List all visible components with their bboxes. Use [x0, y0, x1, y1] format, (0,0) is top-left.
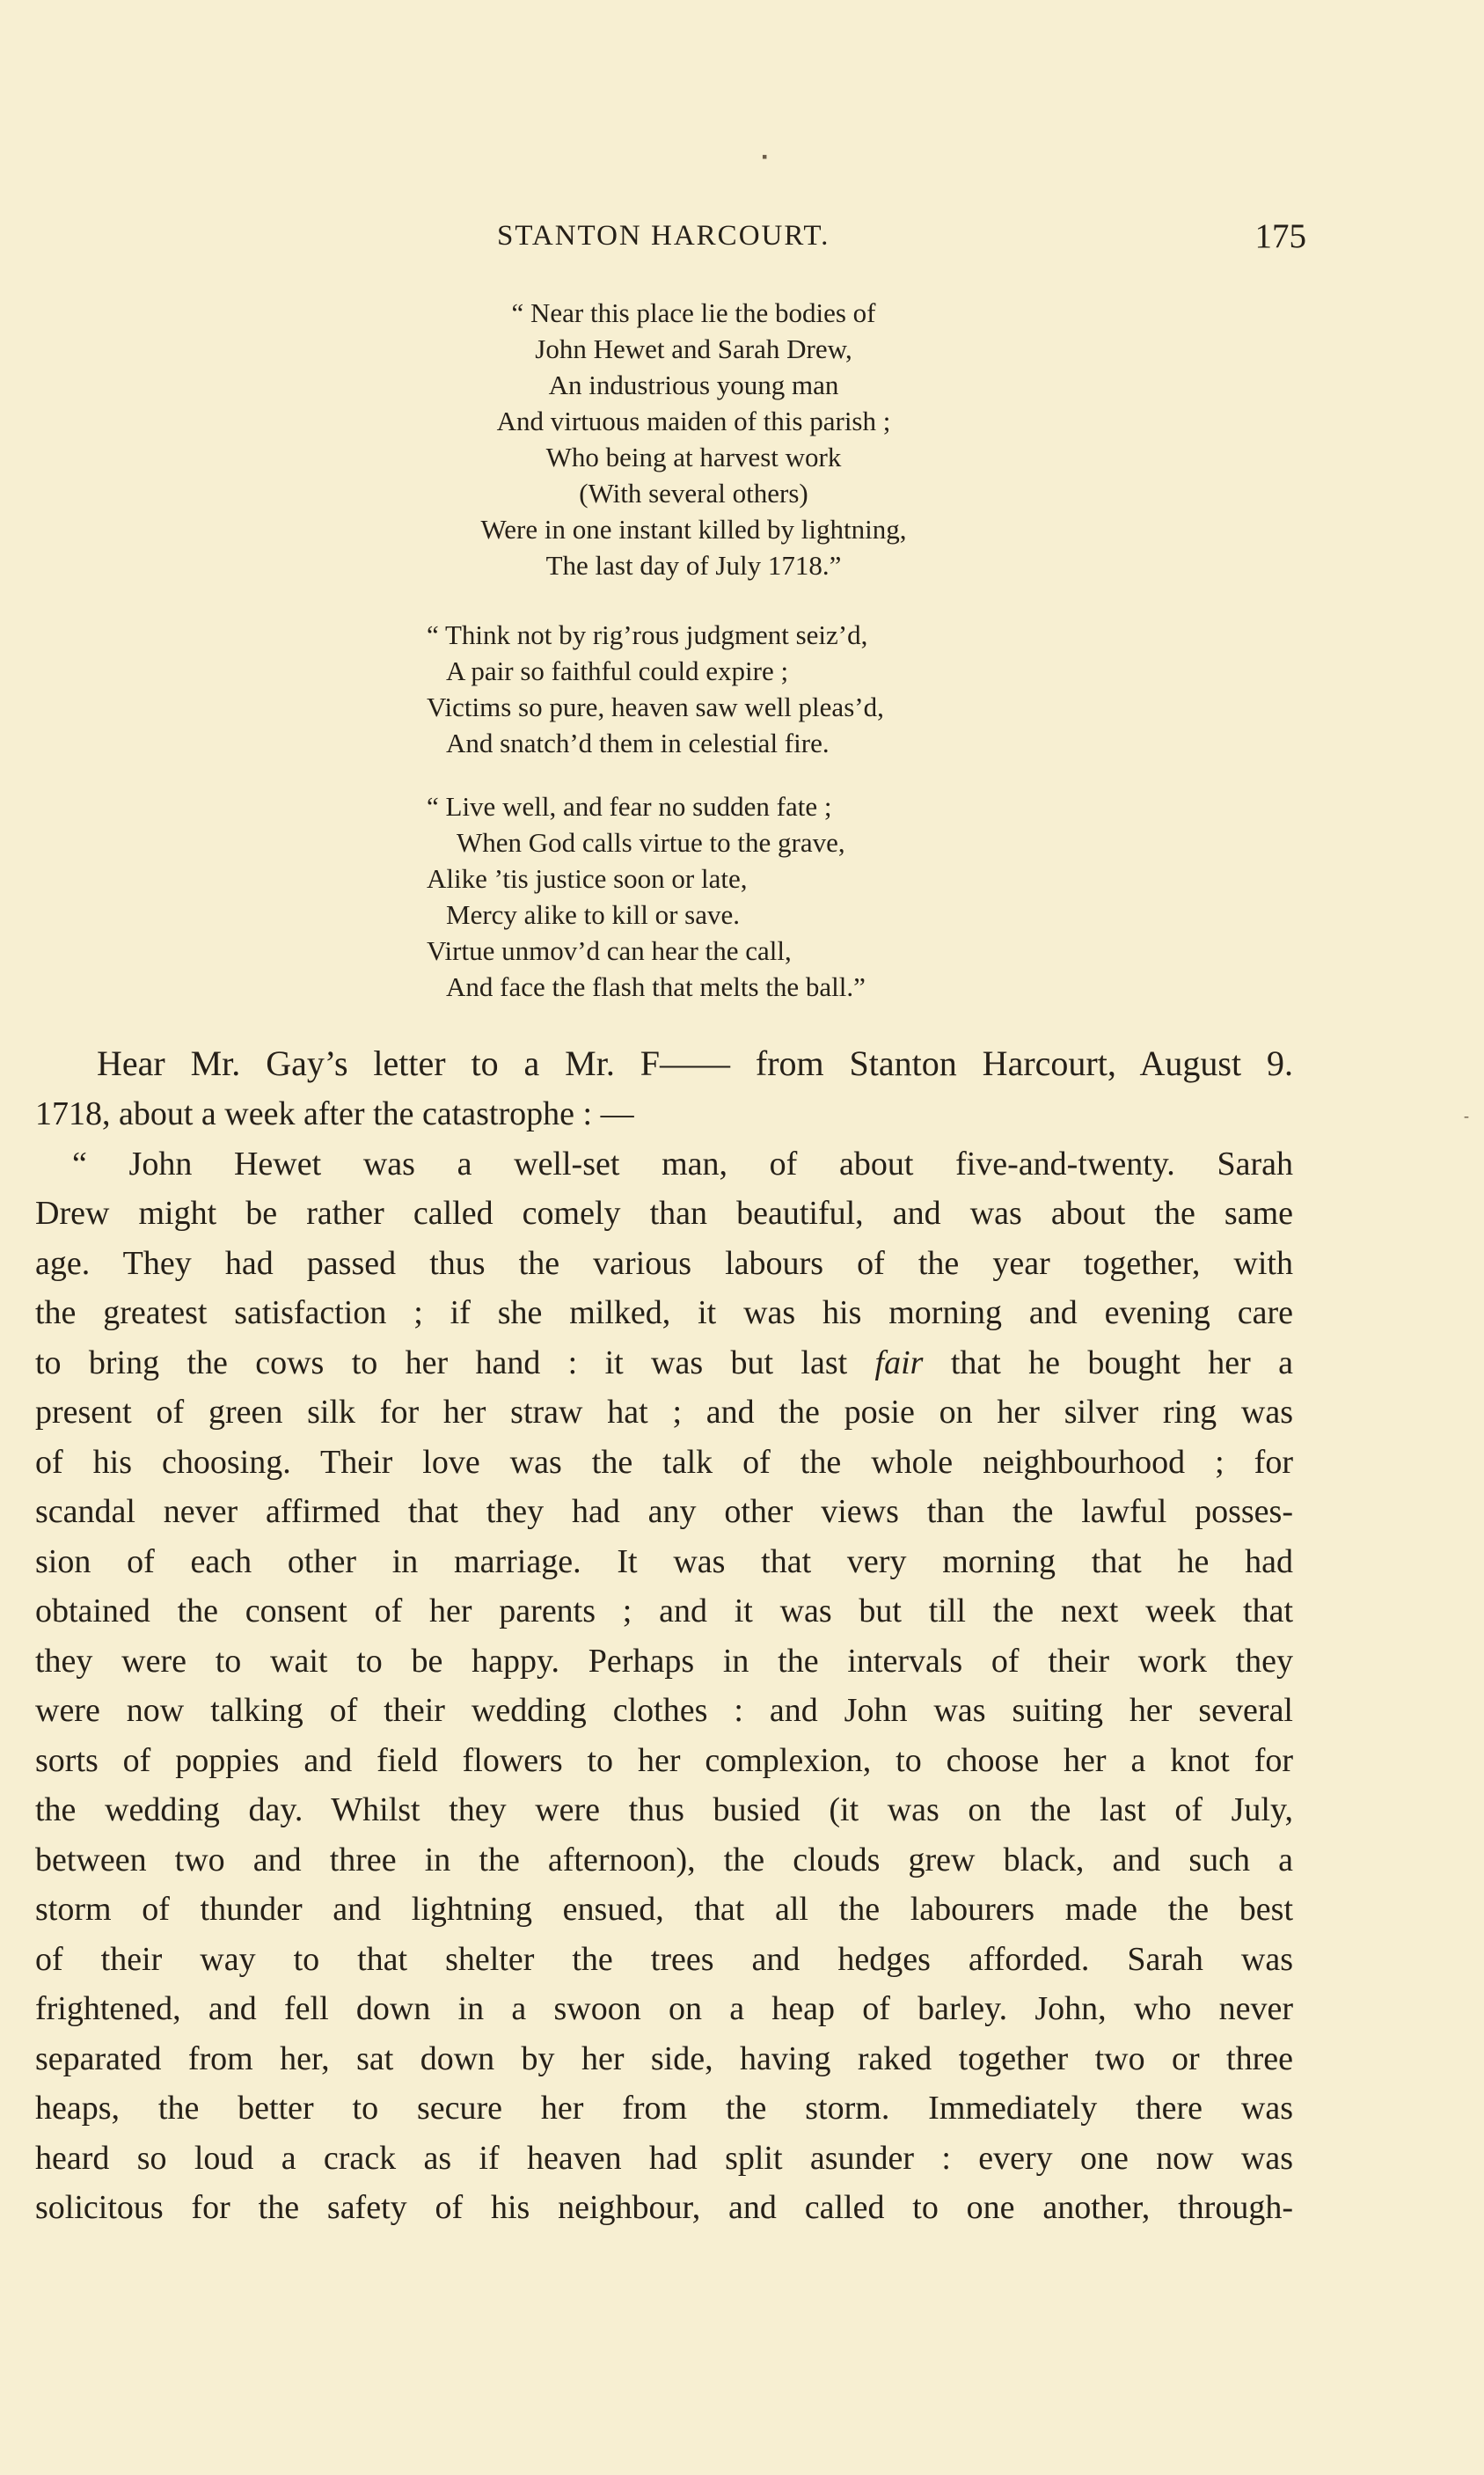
body-line: the wedding day. Whilst they were thus busied (it was on the last of July,	[35, 1791, 1293, 1828]
epitaph-line: John Hewet and Sarah Drew,	[535, 333, 852, 364]
verse-line: A pair so faithful could expire ;	[446, 655, 789, 686]
page-header	[497, 217, 1306, 264]
body-line: between two and three in the afternoon), the clouds grew black, and such a	[35, 1841, 1293, 1878]
epitaph-line: (With several others)	[579, 478, 808, 509]
body-line: the greatest satisfaction ; if she milked, it was his morning and evening care	[35, 1294, 1293, 1331]
verse-stanza-1	[427, 617, 884, 761]
body-line: sion of each other in marriage. It was that very morning that he had	[35, 1542, 1293, 1580]
body-line-with-italic	[35, 1338, 1293, 1388]
body-line: obtained the consent of her parents ; and it was but till the next week that	[35, 1593, 1293, 1629]
verse-line: “ Think not by rig’rous judgment seiz’d,	[427, 619, 868, 650]
body-line: age. They had passed thus the various labours of the year together, with	[35, 1244, 1293, 1282]
body-line: storm of thunder and lightning ensued, that all the labourers made the best	[35, 1891, 1293, 1928]
epitaph-line: Who being at harvest work	[545, 442, 842, 472]
body-line: heaps, the better to secure her from the storm. Immediately there was	[35, 2090, 1293, 2127]
body-line: Drew might be rather called comely than beautiful, and was about the same	[35, 1195, 1293, 1232]
body-line: solicitous for the safety of his neighbour, and called to one another, through-	[35, 2189, 1293, 2226]
verse-stanza-2	[427, 788, 866, 1005]
italic-word: fair	[874, 1344, 924, 1381]
epitaph-line: The last day of July 1718.”	[545, 550, 842, 581]
body-line: of his choosing. Their love was the talk of the whole neighbourhood ; for	[35, 1443, 1293, 1481]
body-line: scandal never affirmed that they had any other views than the lawful posses-	[35, 1493, 1293, 1530]
body-line: were now talking of their wedding clothes : and John was suiting her several	[35, 1692, 1293, 1729]
epitaph-line: And virtuous maiden of this parish ;	[496, 406, 891, 436]
page-number: 175	[1254, 217, 1306, 255]
body-line: heard so loud a crack as if heaven had split asunder : every one now was	[35, 2139, 1293, 2177]
body-line: they were to wait to be happy. Perhaps in the intervals of their work they	[35, 1642, 1293, 1680]
verse-line: And snatch’d them in celestial fire.	[446, 728, 830, 758]
body-line: “ John Hewet was a well-set man, of about five-and-twenty. Sarah	[72, 1145, 1293, 1183]
verse-line: Alike ’tis justice soon or late,	[427, 863, 748, 894]
running-title: STANTON HARCOURT.	[497, 220, 830, 252]
verse-line: And face the flash that melts the ball.”	[446, 971, 866, 1002]
print-speck: ▪	[762, 148, 768, 165]
body-line: of their way to that shelter the trees and hedges afforded. Sarah was	[35, 1940, 1293, 1978]
body-line-part: that he bought her a	[950, 1344, 1294, 1381]
verse-line: When God calls virtue to the grave,	[457, 827, 845, 858]
body-text	[35, 1038, 1293, 2233]
body-line: sorts of poppies and field flowers to her complexion, to choose her a knot for	[35, 1741, 1293, 1779]
body-line: Hear Mr. Gay’s letter to a Mr. F—— from Stanton Harcourt, August 9.	[97, 1043, 1293, 1083]
epitaph-inscription	[0, 295, 1484, 583]
body-line: 1718, about a week after the catastrophe : —	[35, 1095, 634, 1132]
body-line-part: to bring the cows to her hand : it was but last	[35, 1344, 848, 1381]
epitaph-line: “ Near this place lie the bodies of	[511, 297, 876, 328]
verse-line: Virtue unmov’d can hear the call,	[427, 935, 792, 966]
epitaph-line: An industrious young man	[548, 370, 839, 400]
body-line: separated from her, sat down by her side, having raked together two or three	[35, 2039, 1293, 2077]
verse-line: Victims so pure, heaven saw well pleas’d,	[427, 692, 884, 722]
verse-line: “ Live well, and fear no sudden fate ;	[427, 791, 832, 822]
body-line: frightened, and fell down in a swoon on a heap of barley. John, who never	[35, 1990, 1293, 2027]
body-line: present of green silk for her straw hat ; and the posie on her silver ring was	[35, 1394, 1293, 1431]
margin-mark: -	[1464, 1107, 1469, 1124]
verse-line: Mercy alike to kill or save.	[446, 899, 741, 930]
epitaph-line: Were in one instant killed by lightning,	[480, 514, 907, 545]
